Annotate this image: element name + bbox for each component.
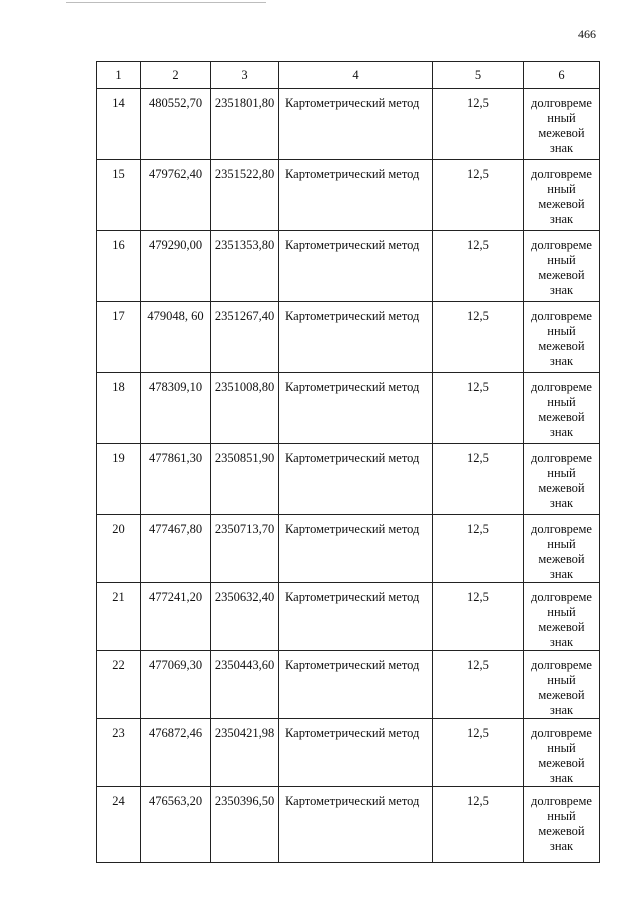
boundary-mark-line: долговреме — [531, 380, 592, 394]
boundary-mark-line: знак — [549, 283, 574, 297]
boundary-mark-line: межевой — [538, 197, 585, 211]
boundary-mark-line: знак — [549, 703, 574, 717]
table-row — [97, 651, 600, 719]
table-row — [97, 231, 600, 302]
y-coordinate-cell: 2350396,50 — [211, 787, 279, 863]
boundary-mark-line: знак — [549, 839, 574, 853]
point-number-cell: 18 — [97, 373, 141, 444]
boundary-mark-line: долговреме — [531, 167, 592, 181]
x-coordinate-cell: 480552,70 — [141, 89, 211, 160]
x-coordinate-cell: 479762,40 — [141, 160, 211, 231]
boundary-mark-line: знак — [549, 354, 574, 368]
header-col-1: 1 — [97, 62, 141, 89]
y-coordinate-cell: 2350713,70 — [211, 515, 279, 583]
precision-cell: 12,5 — [433, 160, 524, 231]
boundary-mark-cell — [524, 444, 600, 515]
y-coordinate-cell: 2351353,80 — [211, 231, 279, 302]
point-number-cell: 14 — [97, 89, 141, 160]
boundary-mark-cell — [524, 302, 600, 373]
x-coordinate-cell: 477069,30 — [141, 651, 211, 719]
method-cell: Картометрический метод — [279, 231, 433, 302]
method-cell: Картометрический метод — [279, 787, 433, 863]
precision-cell: 12,5 — [433, 787, 524, 863]
table-row — [97, 302, 600, 373]
point-number-cell: 16 — [97, 231, 141, 302]
precision-cell: 12,5 — [433, 373, 524, 444]
boundary-mark-cell — [524, 719, 600, 787]
boundary-mark-line: знак — [549, 496, 574, 510]
point-number-cell: 21 — [97, 583, 141, 651]
boundary-mark-cell — [524, 787, 600, 863]
x-coordinate-cell: 479048, 60 — [141, 302, 211, 373]
table-row — [97, 583, 600, 651]
point-number-cell: 20 — [97, 515, 141, 583]
boundary-mark-line: нный — [547, 111, 576, 125]
table-row — [97, 515, 600, 583]
scan-edge-line — [66, 2, 266, 3]
boundary-mark-line: долговреме — [531, 522, 592, 536]
x-coordinate-cell: 478309,10 — [141, 373, 211, 444]
boundary-mark-line: долговреме — [531, 726, 592, 740]
boundary-mark-line: нный — [547, 182, 576, 196]
header-col-4: 4 — [279, 62, 433, 89]
precision-cell: 12,5 — [433, 231, 524, 302]
table-row — [97, 444, 600, 515]
boundary-mark-line: межевой — [538, 410, 585, 424]
boundary-mark-line: нный — [547, 466, 576, 480]
header-col-6: 6 — [524, 62, 600, 89]
y-coordinate-cell: 2350632,40 — [211, 583, 279, 651]
point-number-cell: 19 — [97, 444, 141, 515]
precision-cell: 12,5 — [433, 583, 524, 651]
header-col-2: 2 — [141, 62, 211, 89]
method-cell: Картометрический метод — [279, 373, 433, 444]
precision-cell: 12,5 — [433, 302, 524, 373]
method-cell: Картометрический метод — [279, 444, 433, 515]
boundary-mark-line: долговреме — [531, 451, 592, 465]
point-number-cell: 22 — [97, 651, 141, 719]
table-row — [97, 787, 600, 863]
point-number-cell: 17 — [97, 302, 141, 373]
x-coordinate-cell: 476563,20 — [141, 787, 211, 863]
boundary-mark-line: межевой — [538, 824, 585, 838]
table-row — [97, 719, 600, 787]
boundary-mark-line: долговреме — [531, 96, 592, 110]
boundary-mark-line: межевой — [538, 756, 585, 770]
table-row — [97, 373, 600, 444]
boundary-mark-line: нный — [547, 253, 576, 267]
boundary-mark-line: нный — [547, 741, 576, 755]
boundary-mark-line: нный — [547, 605, 576, 619]
boundary-mark-cell — [524, 651, 600, 719]
method-cell: Картометрический метод — [279, 302, 433, 373]
boundary-mark-line: нный — [547, 537, 576, 551]
boundary-mark-line: знак — [549, 567, 574, 581]
y-coordinate-cell: 2350443,60 — [211, 651, 279, 719]
boundary-mark-line: межевой — [538, 481, 585, 495]
precision-cell: 12,5 — [433, 719, 524, 787]
boundary-mark-line: нный — [547, 324, 576, 338]
boundary-mark-cell — [524, 160, 600, 231]
boundary-mark-cell — [524, 89, 600, 160]
boundary-mark-line: долговреме — [531, 309, 592, 323]
header-col-5: 5 — [433, 62, 524, 89]
y-coordinate-cell: 2351801,80 — [211, 89, 279, 160]
x-coordinate-cell: 477467,80 — [141, 515, 211, 583]
boundary-mark-line: межевой — [538, 688, 585, 702]
header-col-3: 3 — [211, 62, 279, 89]
boundary-mark-cell — [524, 583, 600, 651]
method-cell: Картометрический метод — [279, 160, 433, 231]
page-number: 466 — [578, 27, 596, 41]
boundary-mark-line: межевой — [538, 339, 585, 353]
boundary-mark-line: знак — [549, 425, 574, 439]
boundary-mark-line: межевой — [538, 552, 585, 566]
boundary-mark-line: долговреме — [531, 238, 592, 252]
coordinates-table — [96, 61, 600, 863]
boundary-mark-line: знак — [549, 141, 574, 155]
method-cell: Картометрический метод — [279, 515, 433, 583]
y-coordinate-cell: 2351008,80 — [211, 373, 279, 444]
y-coordinate-cell: 2351267,40 — [211, 302, 279, 373]
x-coordinate-cell: 476872,46 — [141, 719, 211, 787]
boundary-mark-line: долговреме — [531, 794, 592, 808]
boundary-mark-line: нный — [547, 673, 576, 687]
x-coordinate-cell: 477241,20 — [141, 583, 211, 651]
x-coordinate-cell: 479290,00 — [141, 231, 211, 302]
x-coordinate-cell: 477861,30 — [141, 444, 211, 515]
table-row — [97, 160, 600, 231]
boundary-mark-cell — [524, 231, 600, 302]
boundary-mark-line: знак — [549, 771, 574, 785]
y-coordinate-cell: 2350851,90 — [211, 444, 279, 515]
boundary-mark-line: знак — [549, 212, 574, 226]
method-cell: Картометрический метод — [279, 719, 433, 787]
precision-cell: 12,5 — [433, 651, 524, 719]
boundary-mark-line: межевой — [538, 126, 585, 140]
point-number-cell: 24 — [97, 787, 141, 863]
method-cell: Картометрический метод — [279, 651, 433, 719]
boundary-mark-line: межевой — [538, 620, 585, 634]
method-cell: Картометрический метод — [279, 89, 433, 160]
boundary-mark-line: нный — [547, 395, 576, 409]
boundary-mark-line: межевой — [538, 268, 585, 282]
method-cell: Картометрический метод — [279, 583, 433, 651]
boundary-mark-cell — [524, 515, 600, 583]
boundary-mark-line: знак — [549, 635, 574, 649]
precision-cell: 12,5 — [433, 515, 524, 583]
point-number-cell: 23 — [97, 719, 141, 787]
table-row — [97, 89, 600, 160]
y-coordinate-cell: 2350421,98 — [211, 719, 279, 787]
point-number-cell: 15 — [97, 160, 141, 231]
boundary-mark-line: долговреме — [531, 590, 592, 604]
boundary-mark-cell — [524, 373, 600, 444]
table-header-row — [97, 62, 600, 89]
precision-cell: 12,5 — [433, 444, 524, 515]
y-coordinate-cell: 2351522,80 — [211, 160, 279, 231]
boundary-mark-line: нный — [547, 809, 576, 823]
boundary-mark-line: долговреме — [531, 658, 592, 672]
precision-cell: 12,5 — [433, 89, 524, 160]
